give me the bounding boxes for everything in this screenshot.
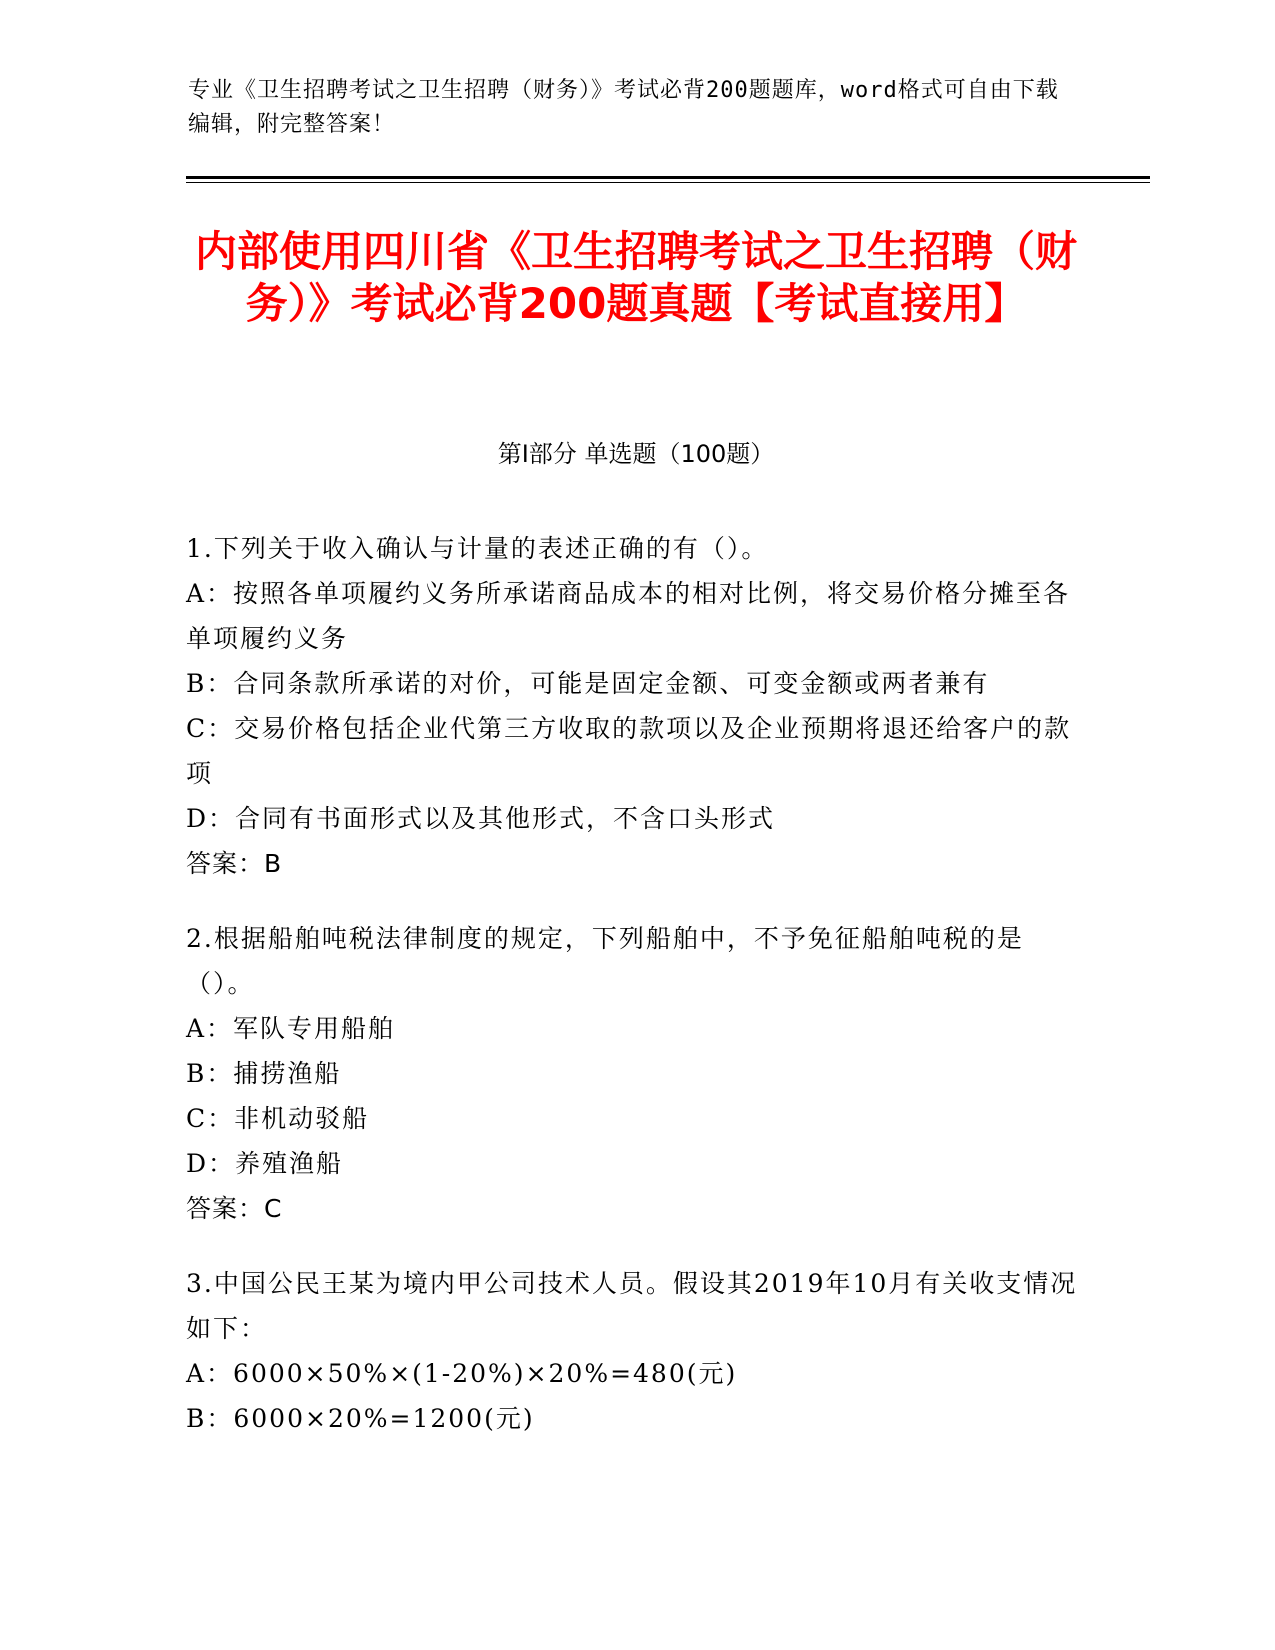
option-a: A：军队专用船舶 xyxy=(186,1014,396,1043)
question-1 xyxy=(186,526,1086,886)
section-title: 第I部分 单选题（100题） xyxy=(497,440,775,468)
option-c: C：交易价格包括企业代第三方收取的款项以及企业预期将退还给客户的款项 xyxy=(186,714,1072,788)
option-b: B：6000×20%=1200(元) xyxy=(186,1404,535,1433)
question-stem: 3.中国公民王某为境内甲公司技术人员。假设其2019年10月有关收支情况如下： xyxy=(186,1269,1078,1343)
document-title: 内部使用四川省《卫生招聘考试之卫生招聘（财务）》考试必背200题真题【考试直接用】 xyxy=(194,227,1077,328)
header-note: 专业《卫生招聘考试之卫生招聘（财务）》考试必背200题题库，word格式可自由下载编辑，附完整答案！ xyxy=(188,78,1059,137)
option-d: D：合同有书面形式以及其他形式，不含口头形式 xyxy=(186,804,776,833)
option-a: A：6000×50%×(1-20%)×20%=480(元) xyxy=(186,1359,738,1388)
option-a: A：按照各单项履约义务所承诺商品成本的相对比例，将交易价格分摊至各单项履约义务 xyxy=(186,579,1071,653)
question-2 xyxy=(186,916,1086,1231)
option-b: B：捕捞渔船 xyxy=(186,1059,342,1088)
question-stem: 2.根据船舶吨税法律制度的规定，下列船舶中，不予免征船舶吨税的是（）。 xyxy=(186,924,1024,998)
option-c: C：非机动驳船 xyxy=(186,1104,370,1133)
option-d: D：养殖渔船 xyxy=(186,1149,344,1178)
question-list xyxy=(186,526,1086,1471)
header-divider xyxy=(186,176,1150,179)
question-3 xyxy=(186,1261,1086,1441)
option-b: B：合同条款所承诺的对价，可能是固定金额、可变金额或两者兼有 xyxy=(186,669,990,698)
answer: 答案：B xyxy=(186,849,283,878)
question-stem: 1.下列关于收入确认与计量的表述正确的有（）。 xyxy=(186,534,769,563)
header-divider-thin xyxy=(186,182,1150,183)
answer: 答案：C xyxy=(186,1194,283,1223)
